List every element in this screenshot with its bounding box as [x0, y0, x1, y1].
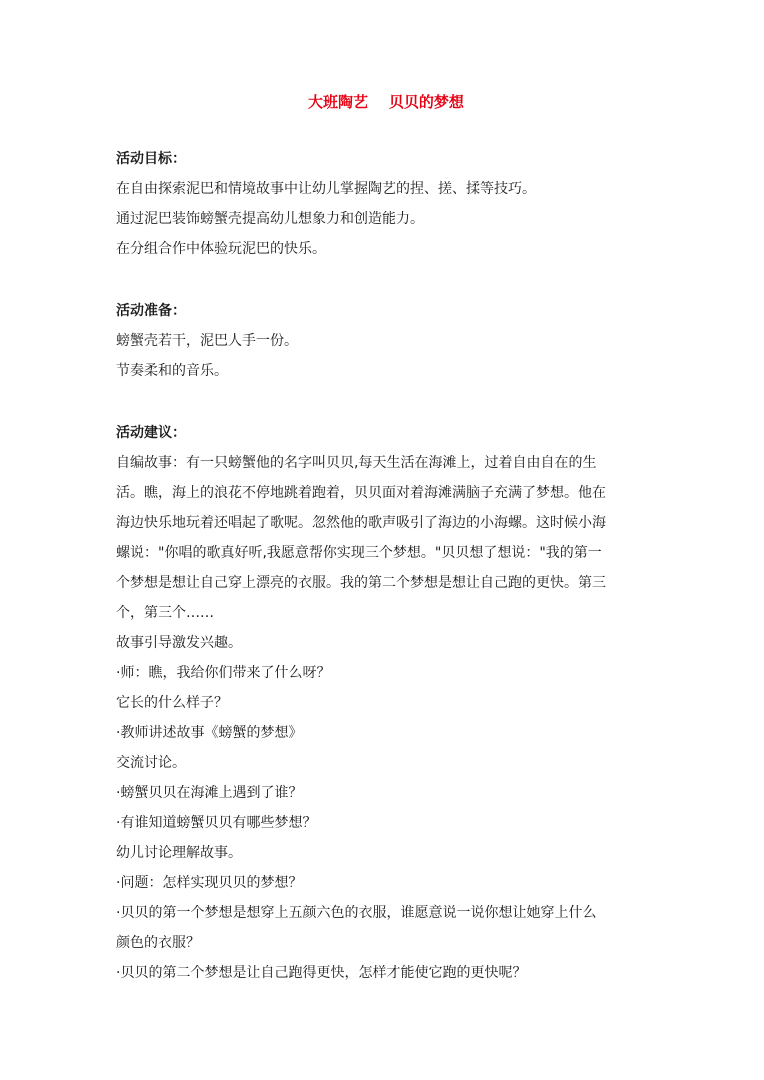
story-line: 螺说："你唱的歌真好听,我愿意帮你实现三个梦想。"贝贝想了想说："我的第一 — [116, 545, 602, 561]
story-line: 活。瞧，海上的浪花不停地跳着跑着，贝贝面对着海滩满脑子充满了梦想。他在 — [116, 485, 606, 501]
story-line: 自编故事：有一只螃蟹他的名字叫贝贝,每天生活在海滩上，过着自由自在的生 — [116, 455, 597, 471]
section-goals — [116, 144, 656, 264]
goal-item: 通过泥巴装饰螃蟹壳提高幼儿想象力和创造能力。 — [116, 211, 424, 227]
preparation-item: 螃蟹壳若干，泥巴人手一份。 — [116, 333, 298, 349]
story-line: 个，第三个…… — [116, 605, 214, 621]
step-line: ·教师讲述故事《螃蟹的梦想》 — [116, 725, 303, 741]
document-title: 大班陶艺 贝贝的梦想 — [308, 93, 464, 111]
story-line: 海边快乐地玩着还唱起了歌呢。忽然他的歌声吸引了海边的小海螺。这时候小海 — [116, 515, 606, 531]
goals-heading: 活动目标： — [116, 151, 186, 167]
step-line: 它长的什么样子？ — [116, 695, 228, 711]
step-line: ·贝贝的第一个梦想是想穿上五颜六色的衣服，谁愿意说一说你想让她穿上什么 — [116, 905, 597, 921]
document-page — [116, 92, 656, 1020]
step-line: 交流讨论。 — [116, 755, 186, 771]
step-line: ·贝贝的第二个梦想是让自己跑得更快，怎样才能使它跑的更快呢？ — [116, 965, 527, 981]
step-line: 故事引导激发兴趣。 — [116, 635, 242, 651]
step-line: ·螃蟹贝贝在海滩上遇到了谁？ — [116, 785, 303, 801]
preparation-heading: 活动准备： — [116, 303, 186, 319]
preparation-item: 节奏柔和的音乐。 — [116, 363, 228, 379]
step-line: 幼儿讨论理解故事。 — [116, 845, 242, 861]
story-line: 个梦想是想让自己穿上漂亮的衣服。我的第二个梦想是想让自己跑的更快。第三 — [116, 575, 606, 591]
step-line: ·师：瞧，我给你们带来了什么呀？ — [116, 665, 331, 681]
suggestions-heading: 活动建议： — [116, 425, 186, 441]
step-line: ·问题：怎样实现贝贝的梦想？ — [116, 875, 303, 891]
section-preparation — [116, 296, 656, 386]
step-line: 颜色的衣服？ — [116, 935, 200, 951]
goal-item: 在分组合作中体验玩泥巴的快乐。 — [116, 241, 326, 257]
goal-item: 在自由探索泥巴和情境故事中让幼儿掌握陶艺的捏、搓、揉等技巧。 — [116, 181, 536, 197]
section-suggestions — [116, 418, 656, 988]
step-line: ·有谁知道螃蟹贝贝有哪些梦想？ — [116, 815, 317, 831]
